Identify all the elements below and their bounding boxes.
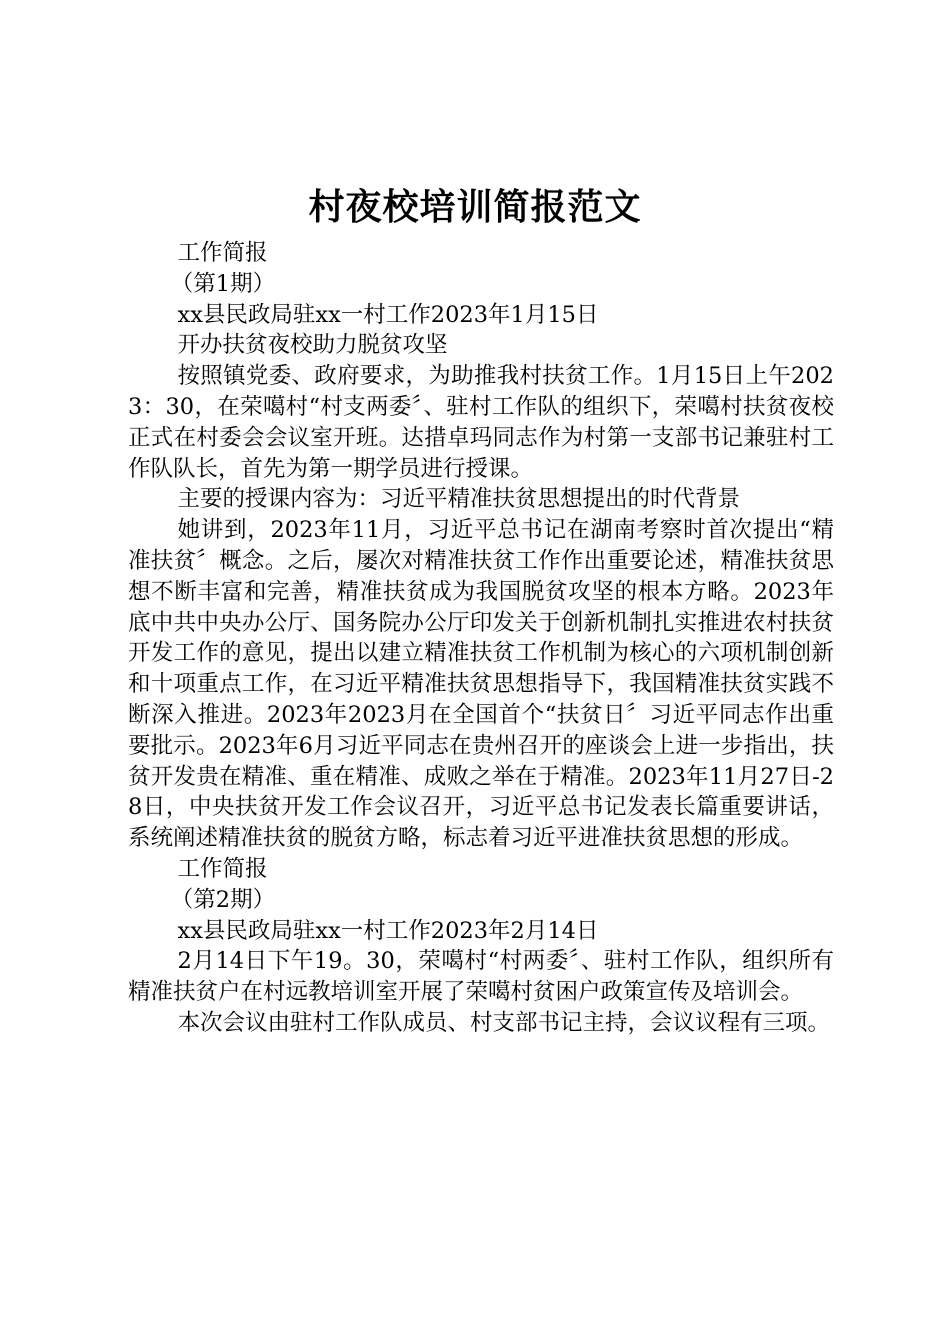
body-paragraph: 她讲到，2023年11月，习近平总书记在湖南考察时首次提出“精准扶贫〞概念。之后，屡次对精准扶贫工作作出重要论述，精准扶贫思想不断丰富和完善，精准扶贫成为我国脱贫攻坚的根本方略。2023年底中共中央办公厅、国务院办公厅印发关于创新机制扎实推进农村扶贫开发工作的意见，提出以建立精准扶贫工作机制为核心的六项机制创新和十项重点工作，在习近平精准扶贫思想指导下，我国精准扶贫实践不断深入推进。2023年2023月在全国首个“扶贫日〞习近平同志作出重要批示。2023年6月习近平同志在贵州召开的座谈会上进一步指出，扶贫开发贵在精准、重在精准、成败之举在于精准。2023年11月27日-28日，中央扶贫开发工作会议召开，习近平总书记发表长篇重要讲话，系统阐述精准扶贫的脱贫方略，标志着习近平进准扶贫思想的形成。 [128, 517, 834, 852]
body-paragraph: 2月14日下午19。30，荣噶村“村两委〞、驻村工作队，组织所有精准扶贫户在村远教培训室开展了荣噶村贫困户政策宣传及培训会。 [128, 948, 834, 1006]
body-paragraph: 按照镇党委、政府要求，为助推我村扶贫工作。1月15日上午2023：30，在荣噶村“村支两委〞、驻村工作队的组织下，荣噶村扶贫夜校正式在村委会会议室开班。达措卓玛同志作为村第一支部书记兼驻村工作队队长，首先为第一期学员进行授课。 [128, 363, 834, 482]
bulletin-heading: 工作简报 [177, 855, 268, 882]
issuer-date-line: xx县民政局驻xx一村工作2023年2月14日 [177, 917, 599, 944]
issuer-date-line: xx县民政局驻xx一村工作2023年1月15日 [177, 301, 599, 328]
body-paragraph: 主要的授课内容为：习近平精准扶贫思想提出的时代背景 [177, 486, 741, 513]
bulletin-heading: 工作简报 [177, 240, 268, 266]
document-title: 村夜校培训简报范文 [308, 187, 642, 228]
document-body [128, 238, 834, 1039]
issue-number: （第1期） [170, 270, 276, 297]
issue-number: （第2期） [170, 886, 276, 913]
body-paragraph: 本次会议由驻村工作队成员、村支部书记主持，会议议程有三项。 [177, 1009, 831, 1036]
article-headline: 开办扶贫夜校助力脱贫攻坚 [177, 332, 448, 359]
